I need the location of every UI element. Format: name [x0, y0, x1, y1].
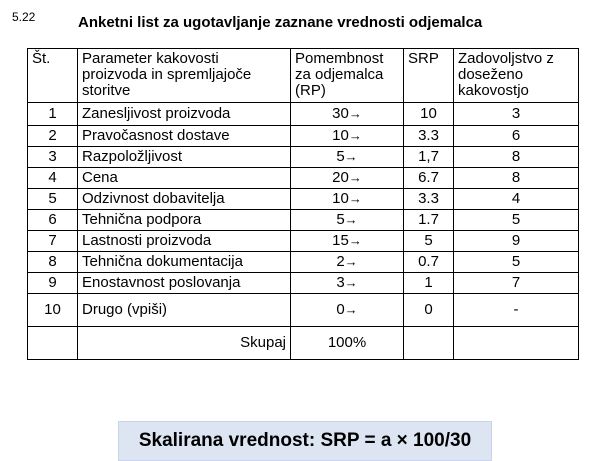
arrow-right-icon: →: [348, 191, 362, 206]
cell-parameter: Cena: [78, 168, 291, 189]
cell-num: 1: [28, 103, 78, 126]
total-label: Skupaj: [78, 327, 291, 360]
cell-satisfaction: 8: [454, 168, 579, 189]
header-srp: SRP: [404, 49, 454, 103]
table-row: [28, 252, 579, 273]
cell-parameter: Drugo (vpiši): [78, 294, 291, 327]
header-parameter: Parameter kakovosti proizvoda in spremljajoče storitve: [78, 49, 291, 103]
cell-parameter: Enostavnost poslovanja: [78, 273, 291, 294]
rp-value: 2: [336, 253, 345, 270]
cell-rp: [291, 210, 404, 231]
header-num: Št.: [28, 49, 78, 103]
header-rp: Pomembnost za odjemalca (RP): [291, 49, 404, 103]
total-empty-cell: [404, 327, 454, 360]
cell-srp: 3.3: [404, 189, 454, 210]
cell-rp: [291, 294, 404, 327]
arrow-right-icon: →: [344, 302, 358, 317]
total-rp: 100%: [291, 327, 404, 360]
cell-rp: [291, 189, 404, 210]
cell-satisfaction: 9: [454, 231, 579, 252]
cell-num: 7: [28, 231, 78, 252]
rp-value: 5: [336, 148, 345, 165]
rp-value: 3: [336, 274, 345, 291]
arrow-right-icon: →: [348, 128, 362, 143]
cell-num: 8: [28, 252, 78, 273]
cell-num: 10: [28, 294, 78, 327]
cell-rp: [291, 168, 404, 189]
cell-satisfaction: 5: [454, 210, 579, 231]
table-row: [28, 273, 579, 294]
table-row: [28, 168, 579, 189]
cell-satisfaction: 8: [454, 147, 579, 168]
cell-satisfaction: -: [454, 294, 579, 327]
rp-value: 5: [336, 211, 345, 228]
cell-srp: 1,7: [404, 147, 454, 168]
slide-number: 5.22: [12, 10, 36, 24]
table-row: [28, 189, 579, 210]
cell-rp: [291, 231, 404, 252]
cell-parameter: Zanesljivost proizvoda: [78, 103, 291, 126]
cell-rp: [291, 252, 404, 273]
rp-value: 10: [332, 127, 349, 144]
rp-value: 20: [332, 169, 349, 186]
total-empty-cell: [454, 327, 579, 360]
table-row: [28, 210, 579, 231]
cell-satisfaction: 7: [454, 273, 579, 294]
rp-value: 10: [332, 190, 349, 207]
table-row: [28, 294, 579, 327]
table-row: [28, 147, 579, 168]
arrow-right-icon: →: [344, 149, 358, 164]
cell-parameter: Tehnična dokumentacija: [78, 252, 291, 273]
cell-num: 4: [28, 168, 78, 189]
table-header-row: [28, 49, 579, 103]
table-row: [28, 103, 579, 126]
table-row: [28, 126, 579, 147]
cell-rp: [291, 103, 404, 126]
rp-value: 30: [332, 105, 349, 122]
formula-box: Skalirana vrednost: SRP = a × 100/30: [118, 421, 492, 461]
cell-parameter: Odzivnost dobavitelja: [78, 189, 291, 210]
rp-value: 0: [336, 301, 345, 318]
table-row: [28, 231, 579, 252]
cell-parameter: Lastnosti proizvoda: [78, 231, 291, 252]
cell-parameter: Razpoložljivost: [78, 147, 291, 168]
cell-srp: 0.7: [404, 252, 454, 273]
cell-satisfaction: 6: [454, 126, 579, 147]
rp-value: 15: [332, 232, 349, 249]
cell-parameter: Tehnična podpora: [78, 210, 291, 231]
cell-srp: 10: [404, 103, 454, 126]
total-empty-cell: [28, 327, 78, 360]
cell-srp: 1.7: [404, 210, 454, 231]
cell-num: 2: [28, 126, 78, 147]
arrow-right-icon: →: [344, 254, 358, 269]
cell-num: 9: [28, 273, 78, 294]
cell-srp: 1: [404, 273, 454, 294]
cell-satisfaction: 5: [454, 252, 579, 273]
cell-srp: 5: [404, 231, 454, 252]
cell-num: 3: [28, 147, 78, 168]
arrow-right-icon: →: [348, 233, 362, 248]
total-row: [28, 327, 579, 360]
arrow-right-icon: →: [348, 106, 362, 121]
table-body: [28, 103, 579, 360]
cell-parameter: Pravočasnost dostave: [78, 126, 291, 147]
cell-satisfaction: 3: [454, 103, 579, 126]
cell-srp: 0: [404, 294, 454, 327]
survey-table: [27, 48, 579, 360]
cell-satisfaction: 4: [454, 189, 579, 210]
cell-num: 6: [28, 210, 78, 231]
arrow-right-icon: →: [348, 170, 362, 185]
page-title: Anketni list za ugotavljanje zaznane vrednosti odjemalca: [78, 14, 483, 31]
header-satisfaction: Zadovoljstvo z doseženo kakovostjo: [454, 49, 579, 103]
cell-num: 5: [28, 189, 78, 210]
cell-rp: [291, 126, 404, 147]
cell-srp: 6.7: [404, 168, 454, 189]
cell-srp: 3.3: [404, 126, 454, 147]
arrow-right-icon: →: [344, 275, 358, 290]
arrow-right-icon: →: [344, 212, 358, 227]
cell-rp: [291, 147, 404, 168]
cell-rp: [291, 273, 404, 294]
